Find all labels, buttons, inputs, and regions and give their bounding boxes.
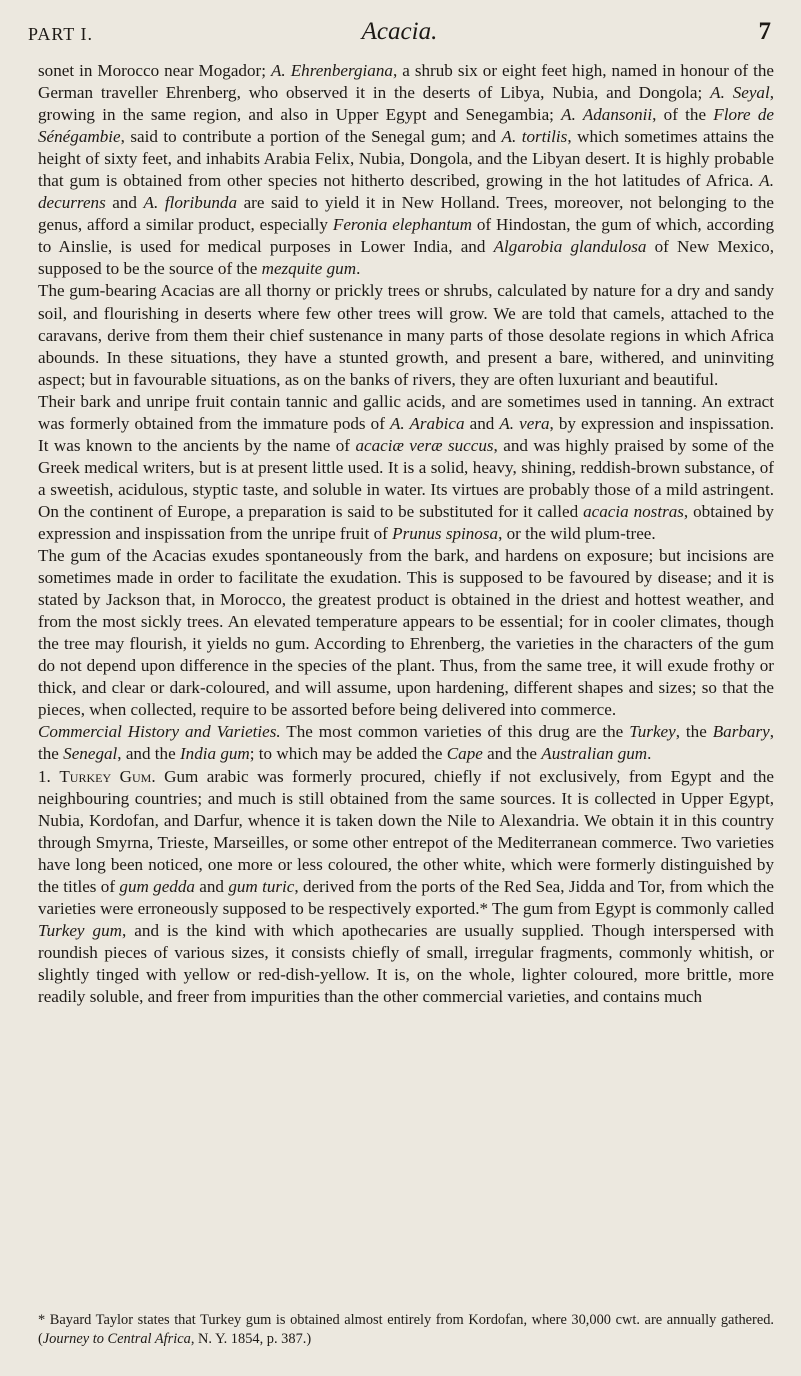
paragraph-commercial-history: Commercial History and Varieties. The most common varieties of this drug are the Turkey, the Barbary, the Senegal, and the India gum; to which may be added the Cape and the Australian gum. [38, 722, 774, 764]
italic-run: Turkey gum [38, 920, 122, 940]
italic-run: gum gedda [119, 876, 195, 896]
paragraph-habitat: The gum-bearing Acacias are all thorny or prickly trees or shrubs, calculated by nature for a dry and sandy soil, and flourishing in deserts where few other trees will grow. We are told that camels, attached to the caravans, derive from them their chief sustenance in many parts of those desolate regions in which Africa abounds. In these situations, they have a stunted growth, and present a bare, withered, and uninviting aspect; but in favourable situations, as on the banks of rivers, they are often luxuriant and beautiful. [38, 281, 774, 389]
italic-run: acacia nostras [583, 501, 684, 521]
italic-run: Journey to Central Africa [42, 1331, 191, 1347]
paragraph-exudation: The gum of the Acacias exudes spontaneously from the bark, and hardens on exposure; but incisions are sometimes made in order to facilitate the exudation. This is supposed to be favoured by disease; and it is stated by Jackson that, in Morocco, the greatest product is obtained in the driest and hottest weather, and from the most sickly trees. An elevated temperature appears to be essential; for in cooler climates, though the tree may flourish, it yields no gum. According to Ehrenberg, the varieties in the characters of the gum do not depend upon difference in the species of the plant. Thus, from the same tree, it will exude frothy or thick, and clear or dark-coloured, and will assume, upon hardening, different shapes and sizes; so that the pieces, when collected, require to be assorted before being delivered into commerce. [38, 546, 774, 720]
italic-run: Barbary [712, 722, 770, 742]
paragraph-bark-fruit: Their bark and unripe fruit contain tannic and gallic acids, and are sometimes used in tanning. An extract was formerly obtained from the immature pods of A. Arabica and A. vera, by expression and inspissation. It was known to the ancients by the name of acaciæ veræ succus, and was highly praised by some of the Greek medical writers, but is at present little used. It is a solid, heavy, shining, reddish-brown substance, of a sweetish, acidulous, styptic taste, and soluble in water. Its virtues are probably those of a mild astringent. On the continent of Europe, a preparation is said to be substituted for it called acacia nostras, obtained by expression and inspissation from the unripe fruit of Prunus spinosa, or the wild plum-tree. [38, 391, 774, 543]
footnote: * Bayard Taylor states that Turkey gum is obtained almost entirely from Kordofan, where 30,000 cwt. are annually gathered. (Journey to Central Africa, N. Y. 1854, p. 387.) [38, 1312, 774, 1347]
page-title: Acacia. [361, 18, 438, 45]
running-header [28, 18, 771, 52]
italic-run: mezquite gum [261, 259, 357, 279]
italic-run: Turkey [629, 722, 676, 742]
italic-run: Senegal [63, 744, 118, 764]
italic-run: A. Ehrenbergiana [270, 61, 393, 80]
italic-run: Feronia elephantum [332, 215, 472, 235]
italic-run: Prunus spinosa [392, 523, 499, 543]
italic-run: Flore de Sénégambie [38, 105, 775, 147]
italic-run: A. floribunda [143, 193, 238, 213]
italic-run: acaciæ veræ succus [355, 435, 494, 455]
italic-run: A. decurrens [38, 171, 774, 213]
body-text [38, 60, 774, 1008]
italic-run: gum turic [228, 876, 295, 896]
page-number: 7 [758, 18, 771, 45]
italic-run: A. vera [499, 413, 550, 433]
paragraph-species: sonet in Morocco near Mogador; A. Ehrenbergiana, a shrub six or eight feet high, named in honour of the German traveller Ehrenberg, who observed it in the deserts of Libya, Nubia, and Dongola; A. Seyal, growing in the same region, and also in Upper Egypt and Senegambia; A. Adansonii, of the Flore de Sénégambie, said to contribute a portion of the Senegal gum; and A. tortilis, which sometimes attains the height of sixty feet, and inhabits Arabia Felix, Nubia, Dongola, and the Libyan desert. It is highly probable that gum is obtained from other species not hitherto described, growing in the hot latitudes of Africa. A. decurrens and A. floribunda are said to yield it in New Holland. Trees, moreover, not belonging to the genus, afford a similar product, especially Feronia elephantum of Hindostan, the gum of which, according to Ainslie, is used for medical purposes in Lower India, and Algarobia glandulosa of New Mexico, supposed to be the source of the mezquite gum. [38, 61, 775, 279]
small-caps-run: Turkey Gum [59, 766, 152, 786]
italic-run: A. Arabica [389, 413, 465, 433]
part-label: PART I. [28, 24, 93, 44]
italic-run: Algarobia glandulosa [493, 237, 647, 257]
italic-run: Cape [446, 744, 483, 764]
paragraph-turkey-gum: 1. Turkey Gum. Gum arabic was formerly procured, chiefly if not exclusively, from Egypt and the neighbouring countries; and much is still obtained from the same sources. It is collected in Upper Egypt, Nubia, Kordofan, and Darfur, whence it is taken down the Nile to Alexandria. We obtain it in this country through Smyrna, Trieste, Marseilles, or some other entrepot of the Mediterranean commerce. Two varieties have long been noticed, one more or less coloured, the other white, which were formerly distinguished by the titles of gum gedda and gum turic, derived from the ports of the Red Sea, Jidda and Tor, from which the varieties were erroneously supposed to be respectively exported.* The gum from Egypt is commonly called Turkey gum, and is the kind with which apothecaries are usually supplied. Though interspersed with roundish pieces of various sizes, it consists chiefly of small, irregular fragments, commonly whitish, or slightly tinged with yellow or red-dish-yellow. It is, on the whole, lighter coloured, more brittle, more readily soluble, and freer from impurities than the other commercial varieties, and contains much [38, 766, 775, 1006]
italic-run: Commercial History and Varieties. [38, 722, 281, 742]
italic-run: A. Seyal [710, 83, 770, 103]
italic-run: A. tortilis [501, 127, 568, 147]
italic-run: Australian gum [541, 744, 648, 764]
italic-run: India gum [179, 744, 250, 764]
italic-run: A. Adansonii [561, 105, 653, 125]
